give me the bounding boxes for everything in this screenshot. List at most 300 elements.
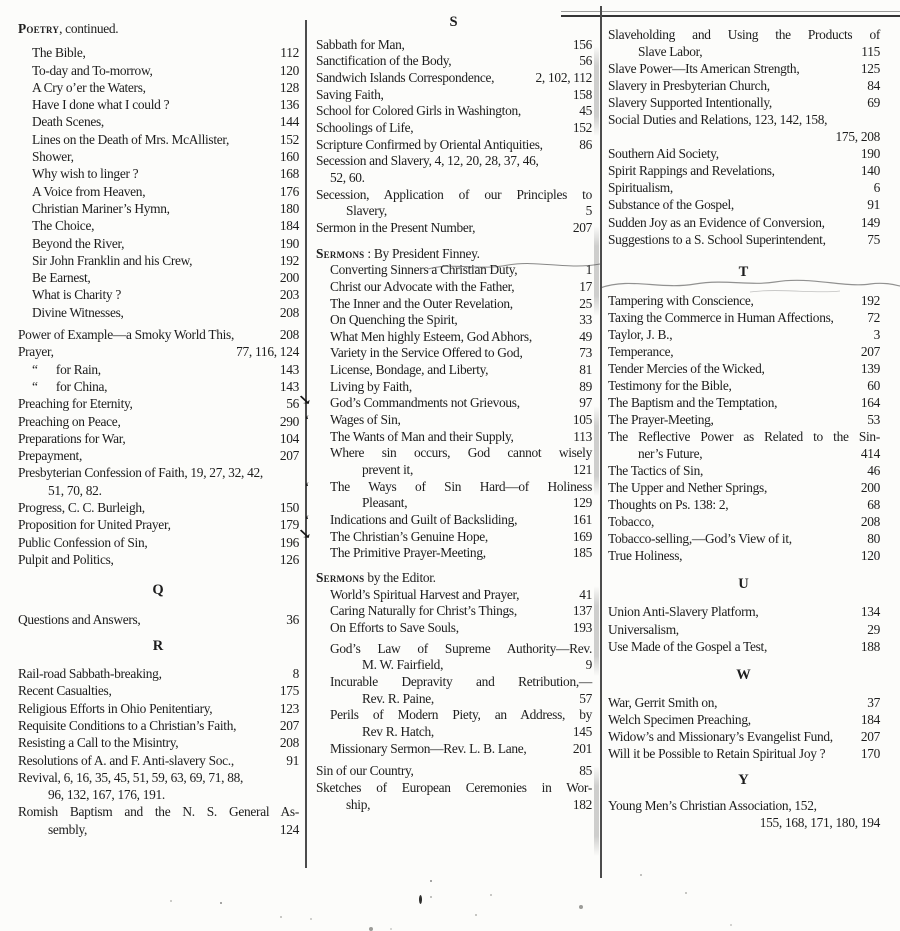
index-entry (18, 534, 299, 551)
entry-text: Prepayment, (18, 448, 83, 464)
page-number: 126 (279, 551, 299, 567)
group-gap (608, 14, 880, 26)
entry-text: Preparations for War, (18, 430, 126, 446)
index-entry (608, 145, 880, 162)
page-number: 140 (860, 163, 880, 179)
page-number: 208 (860, 514, 880, 530)
page-number: 104 (279, 430, 299, 446)
page-number: 193 (572, 619, 592, 635)
entry-text: Thoughts on Ps. 138: 2, (608, 497, 729, 513)
page-number: 115 (861, 44, 880, 60)
index-entry (18, 717, 299, 734)
index-entry (608, 547, 880, 564)
page-number: 120 (860, 548, 880, 564)
page-number: 60 (867, 377, 880, 393)
index-entry (608, 728, 880, 745)
group-gap (608, 762, 880, 772)
entry-text: Romish Baptism and the N. S. General As- (18, 804, 299, 820)
index-entry (316, 674, 592, 691)
scan-noise (430, 880, 432, 882)
index-entry (18, 482, 299, 499)
index-entry (305, 512, 592, 529)
index-entry (316, 707, 592, 724)
index-entry (18, 343, 299, 360)
entry-text: The Prayer-Meeting, (608, 411, 714, 427)
index-entry (316, 587, 592, 604)
entry-text: Perils of Modern Piety, an Address, by (330, 707, 592, 723)
entry-text: The Baptism and the Temptation, (608, 394, 778, 410)
page-number: 143 (279, 378, 299, 394)
page-number: 3 (873, 326, 880, 342)
index-entry (316, 691, 592, 708)
page-number: 45 (579, 103, 592, 119)
entry-text: Beyond the River, (32, 235, 125, 251)
entry-text: Spiritualism, (608, 180, 673, 196)
group-gap (18, 655, 299, 665)
index-entry (608, 530, 880, 547)
index-entry (18, 269, 299, 286)
index-entry (18, 326, 299, 343)
section-letter-heading: S (449, 14, 459, 30)
index-column-right (608, 14, 880, 831)
entry-text: Sudden Joy as an Evidence of Conversion, (608, 214, 825, 230)
entry-text: Use Made of the Gospel a Test, (608, 638, 768, 654)
binding-shadow (594, 6, 599, 878)
entry-text: Sandwich Islands Correspondence, (316, 69, 495, 85)
page-number: 145 (572, 723, 592, 739)
entry-text: Slave Power—Its American Strength, (608, 61, 800, 77)
entry-text: War, Gerrit Smith on, (608, 694, 718, 710)
index-entry (18, 786, 299, 803)
index-entry (608, 462, 880, 479)
page-number: 72 (867, 309, 880, 325)
entry-text: Widow’s and Missionary’s Evangelist Fund, (608, 728, 833, 744)
index-entry (608, 621, 880, 638)
group-gap (608, 281, 880, 292)
page-number: 156 (572, 36, 592, 52)
section-letter-heading: Y (738, 771, 750, 788)
page-number: 36 (286, 611, 299, 627)
page-number: 17 (579, 278, 592, 294)
index-entry (316, 87, 592, 104)
page-number: 143 (279, 361, 299, 377)
entry-text: Caring Naturally for Christ’s Things, (330, 603, 517, 619)
page-number: 86 (579, 136, 592, 152)
entry-text: Secession and Slavery, 4, 12, 20, 28, 37, 46, (316, 153, 539, 169)
page-number: 169 (572, 528, 592, 544)
page-number: 170 (860, 745, 880, 761)
index-entry (316, 345, 592, 362)
entry-text: To-day and To-morrow, (32, 62, 153, 78)
entry-text: Sir John Franklin and his Crew, (32, 252, 193, 268)
index-entry (18, 252, 299, 269)
page-number: 73 (579, 345, 592, 361)
index-entry (305, 478, 592, 496)
index-entry (18, 447, 299, 464)
index-entry (608, 60, 880, 77)
index-column-left (18, 14, 299, 838)
entry-text: Religious Efforts in Ohio Penitentiary, (18, 700, 213, 716)
page-number: 53 (867, 411, 880, 427)
page-number: 188 (860, 638, 880, 654)
index-entry (18, 803, 299, 820)
entry-text: The Christian’s Genuine Hope, (330, 528, 488, 544)
entry-text: Christ our Advocate with the Father, (330, 278, 515, 294)
entry-text: Spirit Rappings and Revelations, (608, 163, 775, 179)
entry-text: What is Charity ? (32, 287, 121, 303)
index-entry (608, 411, 880, 428)
entry-text: Variety in the Service Offered to God, (330, 345, 523, 361)
entry-text: Living by Faith, (330, 378, 412, 394)
index-entry (18, 165, 299, 182)
page-number: 91 (286, 752, 299, 768)
index-entry (316, 120, 592, 137)
entry-text: Schoolings of Life, (316, 119, 414, 135)
index-entry (316, 53, 592, 70)
pen-mark-icon: ʻ (305, 478, 309, 493)
page-number: 121 (572, 462, 592, 478)
page-number: 161 (572, 512, 592, 528)
page-number: 190 (279, 235, 299, 251)
section-letter-heading: R (152, 637, 165, 654)
group-gap (608, 789, 880, 797)
entry-text: Southern Aid Society, (608, 146, 719, 162)
index-subheading (18, 20, 299, 37)
entry-text: God’s Law of Supreme Authority—Rev. (330, 640, 592, 656)
index-entry (18, 79, 299, 96)
section-letter-heading: W (736, 666, 752, 683)
index-entry (18, 44, 299, 61)
index-entry (295, 525, 592, 546)
entry-text: God’s Commandments not Grievous, (330, 395, 520, 411)
group-gap (18, 600, 299, 611)
entry-text: Secession, Application of our Principles to (316, 186, 592, 202)
entry-text: Slaveholding and Using the Products of (608, 27, 880, 42)
index-entry (608, 196, 880, 213)
page-number: 207 (279, 448, 299, 464)
entry-text: Progress, C. C. Burleigh, (18, 500, 145, 516)
page-number: 190 (860, 146, 880, 162)
index-entry (316, 763, 592, 780)
index-entry (608, 292, 880, 309)
entry-text: Sketches of European Ceremonies in Wor- (316, 779, 592, 795)
index-entry (608, 231, 880, 248)
entry-text: Resolutions of A. and F. Anti-slavery Soc., (18, 752, 234, 768)
entry-text: Universalism, (608, 621, 679, 637)
page-number: 184 (279, 218, 299, 234)
index-entry (316, 641, 592, 658)
entry-text: The Upper and Nether Springs, (608, 480, 768, 496)
index-entry (316, 296, 592, 313)
index-entry (18, 499, 299, 516)
entry-text: Slave Labor, (638, 44, 703, 60)
index-entry (316, 603, 592, 620)
page-number: 25 (579, 295, 592, 311)
subheading-rest: by the Editor. (364, 570, 436, 585)
index-entry (608, 638, 880, 655)
entry-text: Sermon in the Present Number, (316, 219, 476, 235)
entry-text: On Quenching the Spirit, (330, 312, 458, 328)
index-entry (316, 103, 592, 120)
entry-text: Have I done what I could ? (32, 97, 170, 113)
index-entry (18, 304, 299, 321)
index-entry (316, 70, 592, 87)
index-entry (316, 620, 592, 637)
entry-text: Preaching for Eternity, (18, 396, 133, 412)
page-number: 85 (579, 763, 592, 779)
index-entry (18, 217, 299, 234)
entry-text: Sanctification of the Body, (316, 53, 452, 69)
page-number: 176 (279, 183, 299, 199)
entry-text: Wages of Sin, (330, 412, 401, 428)
page-number: 6 (873, 180, 880, 196)
entry-text: Prayer, (18, 344, 54, 360)
group-gap (608, 655, 880, 667)
page-number: 175 (279, 683, 299, 699)
entry-text: Sabbath for Man, (316, 36, 405, 52)
index-entry (18, 464, 299, 481)
page-number: 1 (585, 262, 592, 278)
pen-mark-icon: ↘ (295, 525, 314, 542)
index-entry (316, 220, 592, 237)
page-number: 160 (279, 149, 299, 165)
index-entry (316, 170, 592, 187)
entry-text: Lines on the Death of Mrs. McAllister, (32, 131, 230, 147)
page-number: 56 (286, 396, 299, 412)
index-entry (18, 413, 299, 430)
index-entry (295, 391, 592, 412)
page-number: 164 (860, 394, 880, 410)
page-number: 128 (279, 79, 299, 95)
index-entry (316, 153, 592, 170)
index-entry (608, 179, 880, 196)
index-entry (316, 137, 592, 154)
page-number: 182 (572, 796, 592, 812)
index-entry (608, 94, 880, 111)
page-number: 134 (860, 604, 880, 620)
page-number: 200 (279, 270, 299, 286)
entry-text: Tampering with Conscience, (608, 292, 754, 308)
page-number: 125 (860, 61, 880, 77)
page-number: 207 (860, 343, 880, 359)
index-entry (608, 26, 880, 43)
index-entry (316, 445, 592, 462)
page-number: 201 (572, 740, 592, 756)
page-number: 69 (867, 95, 880, 111)
index-column-middle (295, 14, 592, 813)
page-number: 144 (279, 114, 299, 130)
index-entry (18, 148, 299, 165)
index-entry (608, 111, 880, 128)
index-entry (316, 462, 592, 479)
index-entry (18, 183, 299, 200)
index-entry (608, 128, 880, 145)
group-gap (608, 564, 880, 576)
page-number: 208 (279, 327, 299, 343)
index-entry (608, 360, 880, 377)
page-number: 105 (572, 412, 592, 428)
page-number: 149 (860, 214, 880, 230)
group-gap (18, 628, 299, 638)
page-number: 124 (279, 821, 299, 837)
index-entry (18, 378, 299, 395)
entry-text: The Reflective Power as Related to the Sin- (608, 429, 880, 445)
entry-text: Where sin occurs, God cannot wisely (330, 445, 592, 461)
page-number: 120 (279, 62, 299, 78)
page-number: 57 (579, 690, 592, 706)
entry-text: Union Anti-Slavery Platform, (608, 604, 759, 620)
entry-text: Requisite Conditions to a Christian’s Faith, (18, 717, 237, 733)
index-entry (316, 362, 592, 379)
index-subheading (316, 246, 592, 263)
entry-text: sembly, (48, 821, 88, 837)
entry-text: On Efforts to Save Souls, (330, 619, 459, 635)
entry-text: Substance of the Gospel, (608, 197, 734, 213)
page-number: 203 (279, 287, 299, 303)
page-number: 75 (867, 231, 880, 247)
index-entry (608, 428, 880, 445)
index-entry (18, 96, 299, 113)
pen-mark-icon: ʻ (305, 512, 309, 527)
index-entry (18, 235, 299, 252)
index-entry (18, 821, 299, 838)
entry-text: Death Scenes, (32, 114, 104, 130)
index-entry (608, 377, 880, 394)
index-entry (608, 326, 880, 343)
page-number: 414 (860, 446, 880, 462)
index-entry (608, 496, 880, 513)
entry-text: Tobacco-selling,—God’s View of it, (608, 531, 792, 547)
entry-text: Indications and Guilt of Backsliding, (330, 512, 518, 528)
entry-text: Be Earnest, (32, 270, 91, 286)
page-number: 208 (279, 735, 299, 751)
entry-text: Slavery, (346, 203, 387, 219)
group-gap (316, 562, 592, 570)
entry-text: 52, 60. (330, 169, 365, 185)
entry-text: Temperance, (608, 343, 674, 359)
page-number: 91 (867, 197, 880, 213)
index-entry (316, 797, 592, 814)
page-number: 68 (867, 497, 880, 513)
page-number: 123 (279, 700, 299, 716)
section-letter-heading: T (738, 263, 750, 280)
entry-text: ner’s Future, (638, 446, 703, 462)
page-number: 152 (279, 131, 299, 147)
page-number: 207 (279, 717, 299, 733)
entry-text (18, 20, 118, 37)
page-number: 112 (280, 45, 299, 61)
index-entry (18, 752, 299, 769)
index-entry (316, 780, 592, 797)
page-number: 152 (572, 119, 592, 135)
page-number: 8 (292, 666, 299, 682)
entry-text: Taylor, J. B., (608, 326, 673, 342)
index-entry (608, 694, 880, 711)
entry-text (316, 570, 436, 587)
index-entry (18, 113, 299, 130)
index-entry (608, 309, 880, 326)
index-entry (305, 412, 592, 429)
page-number: 192 (279, 252, 299, 268)
entry-text: The Primitive Prayer-Meeting, (330, 545, 486, 561)
page-number: 81 (579, 362, 592, 378)
index-entry (608, 343, 880, 360)
page-number: 175, 208 (835, 129, 880, 145)
index-subheading (316, 570, 592, 587)
entry-text: Presbyterian Confession of Faith, 19, 27, 32, 42, (18, 465, 263, 481)
page-number: 180 (279, 200, 299, 216)
index-entry (608, 814, 880, 831)
page-number: 129 (572, 495, 592, 511)
index-entry (316, 741, 592, 758)
subheading-rest: : By President Finney. (364, 245, 480, 261)
column-divider-right (600, 6, 602, 878)
entry-text: What Men highly Esteem, God Abhors, (330, 328, 532, 344)
page-number: 46 (867, 463, 880, 479)
index-entry (608, 394, 880, 411)
entry-text: License, Bondage, and Liberty, (330, 362, 489, 378)
index-entry (608, 603, 880, 620)
entry-text: Rev R. Hatch, (362, 723, 434, 739)
entry-text: “ for China, (32, 378, 108, 394)
index-entry (316, 429, 592, 446)
index-entry (608, 43, 880, 60)
entry-text: Tobacco, (608, 514, 655, 530)
page-number: 207 (860, 728, 880, 744)
page-number: 150 (279, 500, 299, 516)
index-entry (18, 734, 299, 751)
entry-text: Scripture Confirmed by Oriental Antiquities, (316, 136, 543, 152)
column-divider-left (305, 20, 307, 868)
index-entry (316, 724, 592, 741)
page-number: 179 (279, 517, 299, 533)
page-number: 192 (860, 292, 880, 308)
index-entry (18, 131, 299, 148)
page-number: 207 (572, 219, 592, 235)
page-number: 168 (279, 166, 299, 182)
index-entry (316, 495, 592, 512)
entry-text: Young Men’s Christian Association, 152, (608, 797, 817, 813)
small-caps-lead: Sermons (316, 245, 365, 261)
entry-text: Pulpit and Politics, (18, 551, 114, 567)
index-entry (316, 312, 592, 329)
page-number: 5 (585, 203, 592, 219)
entry-text: 96, 132, 167, 176, 191. (48, 787, 165, 803)
entry-text: A Voice from Heaven, (32, 183, 146, 199)
subheading-rest: , continued. (59, 21, 119, 36)
page-number: 290 (279, 413, 299, 429)
index-entry (18, 430, 299, 447)
entry-text: Taxing the Commerce in Human Affections, (608, 309, 834, 325)
page-number: 80 (867, 531, 880, 547)
entry-text: ship, (346, 796, 371, 812)
entry-text: The Bible, (32, 45, 86, 61)
entry-text: Will it be Possible to Retain Spiritual Joy ? (608, 745, 826, 761)
pen-mark-icon: ↘ (295, 391, 314, 409)
entry-text: Resisting a Call to the Misintry, (18, 735, 179, 751)
page-number: 158 (572, 86, 592, 102)
page-number: 185 (572, 545, 592, 561)
page-number: 139 (860, 360, 880, 376)
pen-mark-icon: ʻ (305, 412, 309, 427)
index-entry (18, 551, 299, 568)
entry-text: A Cry o’er the Waters, (32, 79, 146, 95)
page-number: 33 (579, 312, 592, 328)
entry-text: Rail-road Sabbath-breaking, (18, 666, 162, 682)
index-entry (18, 361, 299, 378)
entry-text: Questions and Answers, (18, 611, 141, 627)
entry-text: The Tactics of Sin, (608, 463, 704, 479)
